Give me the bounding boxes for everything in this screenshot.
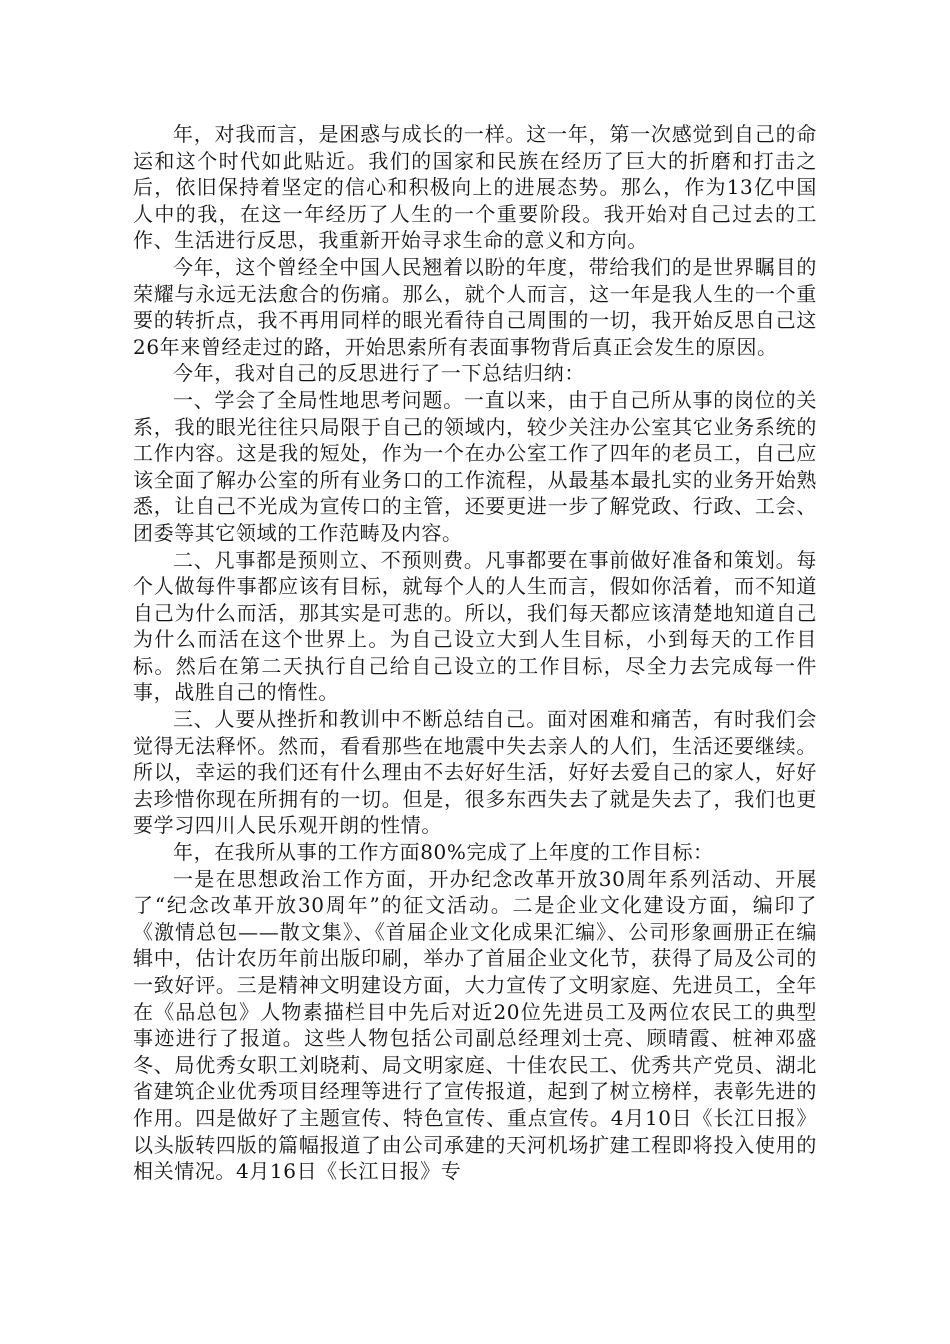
paragraph-this-year: 今年，这个曾经全中国人民翘着以盼的年度，带给我们的是世界瞩目的荣耀与永远无法愈合的伤痛。那么，就个人而言，这一年是我人生的一个重要的转折点，我不再用同样的眼光看待自己周围的一切，我开始反思自己这26年来曾经走过的路，开始思索所有表面事物背后真正会发生的原因。 [133, 254, 817, 359]
paragraph-summary-lead: 今年，我对自己的反思进行了一下总结归纳： [173, 361, 585, 386]
paragraph-point-two: 二、凡事都是预则立、不预则费。凡事都要在事前做好准备和策划。每个人做每件事都应该有目标，就每个人的人生而言，假如你活着，而不知道自己为什么而活，那其实是可悲的。所以，我们每天都应该清楚地知道自己为什么而活在这个世界上。为自己设立大到人生目标，小到每天的工作目标。然后在第二天执行自己给自己设立的工作目标，尽全力去完成每一件事，战胜自己的惰性。 [133, 547, 817, 705]
paragraph-work-goals: 年，在我所从事的工作方面80%完成了上年度的工作目标： [173, 840, 714, 865]
paragraph-point-one: 一、学会了全局性地思考问题。一直以来，由于自己所从事的岗位的关系，我的眼光往往只局限于自己的领域内，较少关注办公室其它业务系统的工作内容。这是我的短处，作为一个在办公室工作了四年的老员工，自己应该全面了解办公室的所有业务口的工作流程，从最基本最扎实的业务开始熟悉，让自己不光成为宣传口的主管，还要更进一步了解党政、行政、工会、团委等其它领域的工作范畴及内容。 [133, 387, 817, 545]
paragraph-point-three: 三、人要从挫折和教训中不断总结自己。面对困难和痛苦，有时我们会觉得无法释怀。然而，看看那些在地震中失去亲人的人们，生活还要继续。所以，幸运的我们还有什么理由不去好好生活，好好去爱自己的家人，好好去珍惜你现在所拥有的一切。但是，很多东西失去了就是失去了，我们也更要学习四川人民乐观开朗的性情。 [133, 707, 817, 838]
paragraph-intro: 年，对我而言，是困惑与成长的一样。这一年，第一次感觉到自己的命运和这个时代如此贴近。我们的国家和民族在经历了巨大的折磨和打击之后，依旧保持着坚定的信心和积极向上的进展态势。那么，作为13亿中国人中的我，在这一年经历了人生的一个重要阶段。我开始对自己过去的工作、生活进行反思，我重新开始寻求生命的意义和方向。 [133, 122, 817, 253]
paragraph-work-details: 一是在思想政治工作方面，开办纪念改革开放30周年系列活动、开展了“纪念改革开放30周年”的征文活动。二是企业文化建设方面，编印了《激情总包——散文集》、《首届企业文化成果汇编》、公司形象画册正在编辑中，估计农历年前出版印刷，举办了首届企业文化节，获得了局及公司的一致好评。三是精神文明建设方面，大力宣传了文明家庭、先进员工，全年在《品总包》人物素描栏目中先后对近20位先进员工及两位农民工的典型事迹进行了报道。这些人物包括公司副总经理刘士亮、顾晴霞、桩神邓盛冬、局优秀女职工刘晓莉、局文明家庭、十佳农民工、优秀共产党员、湖北省建筑企业优秀项目经理等进行了宣传报道，起到了树立榜样，表彰先进的作用。四是做好了主题宣传、特色宣传、重点宣传。4月10日《长江日报》以头版转四版的篇幅报道了由公司承建的天河机场扩建工程即将投入使用的相关情况。4月16日《长江日报》专 [133, 866, 817, 1184]
document-body [133, 121, 817, 1185]
